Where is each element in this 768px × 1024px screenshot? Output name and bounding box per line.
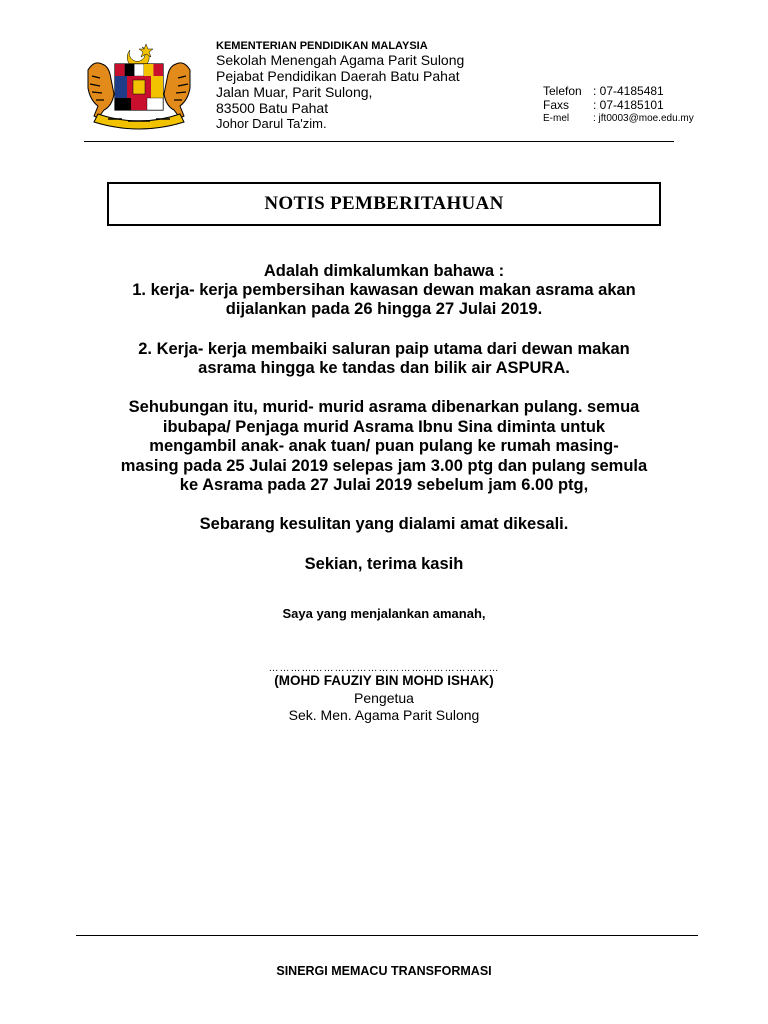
- fax-label: Faxs: [543, 98, 570, 112]
- address-line-2: 83500 Batu Pahat: [216, 100, 329, 116]
- header-divider: [84, 141, 674, 142]
- email-address: : jft0003@moe.edu.my: [593, 113, 694, 124]
- notice-paragraph-line-4: masing pada 25 Julai 2019 selepas jam 3.00 ptg dan pulang semula: [120, 457, 648, 475]
- notice-item-2-line-2: asrama hingga ke tandas dan bilik air ASPURA.: [198, 359, 570, 377]
- notice-closing: Sekian, terima kasih: [304, 555, 464, 573]
- trust-line: Saya yang menjalankan amanah,: [282, 606, 486, 621]
- school-name: Sekolah Menengah Agama Parit Sulong: [216, 52, 465, 68]
- notice-intro: Adalah dimkalumkan bahawa :: [263, 262, 505, 280]
- signatory-institution: Sek. Men. Agama Parit Sulong: [288, 707, 480, 723]
- fax-number: : 07-4185101: [593, 98, 664, 112]
- email-label: E-mel: [543, 113, 570, 124]
- notice-paragraph-line-3: mengambil anak- anak tuan/ puan pulang ke rumah masing-: [149, 437, 619, 455]
- notice-item-1-line-1: 1. kerja- kerja pembersihan kawasan dewan makan asrama akan: [132, 281, 636, 299]
- footer-motto: SINERGI MEMACU TRANSFORMASI: [276, 964, 492, 978]
- malaysia-coat-of-arms-icon: [78, 40, 200, 130]
- address-line-1: Jalan Muar, Parit Sulong,: [216, 84, 373, 100]
- signature-dots: ………………………………………………………: [268, 663, 500, 674]
- notice-paragraph-line-1: Sehubungan itu, murid- murid asrama dibenarkan pulang. semua: [128, 398, 640, 416]
- notice-paragraph-line-2: ibubapa/ Penjaga murid Asrama Ibnu Sina diminta untuk: [162, 418, 606, 436]
- phone-label: Telefon: [543, 84, 582, 98]
- notice-item-2-line-1: 2. Kerja- kerja membaiki saluran paip utama dari dewan makan: [138, 340, 630, 358]
- footer-divider: [76, 935, 698, 936]
- notice-title: NOTIS PEMBERITAHUAN: [264, 193, 504, 214]
- signatory-position: Pengetua: [354, 690, 414, 706]
- notice-regret: Sebarang kesulitan yang dialami amat dikesali.: [199, 515, 569, 533]
- district-office: Pejabat Pendidikan Daerah Batu Pahat: [216, 68, 460, 84]
- state-name: Johor Darul Ta'zim.: [216, 116, 327, 131]
- notice-item-1-line-2: dijalankan pada 26 hingga 27 Julai 2019.: [225, 300, 543, 318]
- ministry-name: KEMENTERIAN PENDIDIKAN MALAYSIA: [216, 40, 428, 52]
- signatory-name: (MOHD FAUZIY BIN MOHD ISHAK): [274, 673, 494, 688]
- notice-paragraph-line-5: ke Asrama pada 27 Julai 2019 sebelum jam 6.00 ptg,: [179, 476, 589, 494]
- phone-number: : 07-4185481: [593, 84, 664, 98]
- notice-title-box: [107, 182, 661, 226]
